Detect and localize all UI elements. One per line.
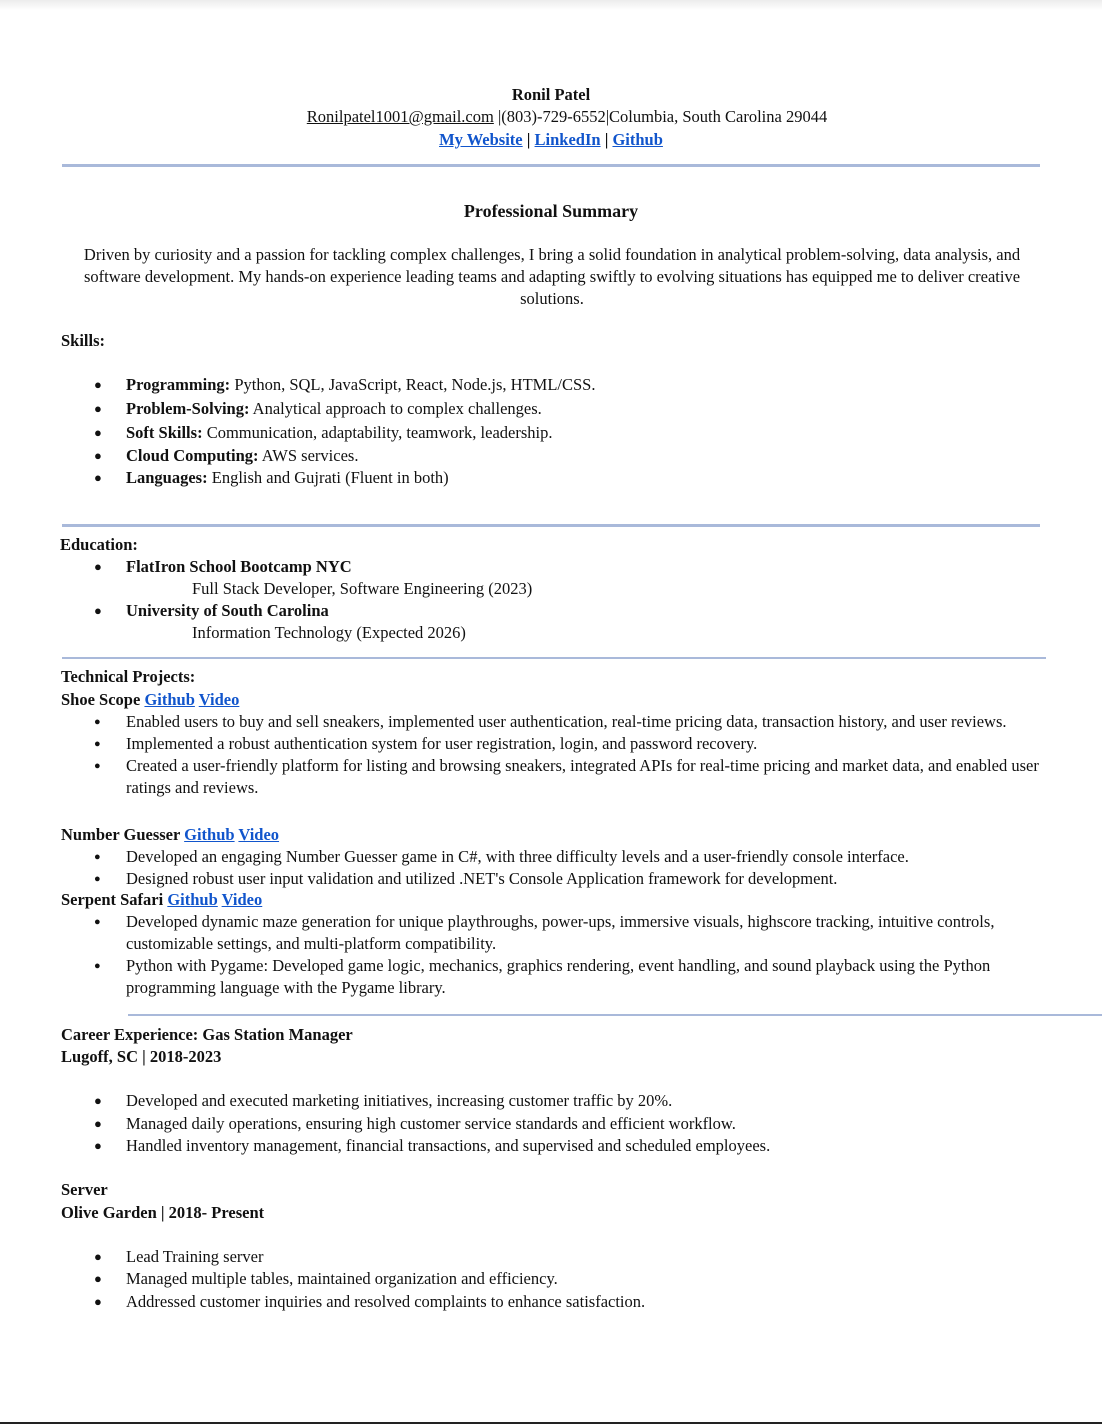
project-video-link[interactable]: Video [221,890,263,909]
server-bullets [0,1246,1046,1313]
list-item: ● Cloud Computing: AWS services. [0,445,1046,467]
contact-line [16,106,1102,128]
list-item: ● Designed robust user input validation and utilized .NET's Console Application framework for development. [0,868,1046,890]
education-heading: Education: [60,535,138,554]
server-meta: Olive Garden | 2018- Present [61,1203,265,1222]
list-item: ● Managed multiple tables, maintained organization and efficiency. [0,1268,1046,1290]
link-separator: | [522,130,535,149]
contact-details: |(803)-729-6552|Columbia, South Carolina 29044 [493,107,828,126]
school-name: FlatIron School Bootcamp NYC [126,557,352,576]
list-item [0,600,1046,644]
school-detail: Information Technology (Expected 2026) [192,623,466,642]
education-list [0,556,1046,644]
projects-heading: Technical Projects: [61,667,196,686]
list-item: ● Addressed customer inquiries and resolved complaints to enhance satisfaction. [0,1291,1046,1313]
career-bullets [0,1090,1046,1157]
github-link[interactable]: Github [612,130,663,149]
project-title-number-guesser: Number Guesser Github Video [61,825,280,844]
list-item: ● Languages: English and Gujrati (Fluent in both) [0,467,1046,489]
project-bullets [0,911,1046,999]
summary-text: Driven by curiosity and a passion for tackling complex challenges, I bring a solid foundation in analytical problem-solving, data analysis, and software development. My hands-on experience leading teams and adapting swiftly to evolving situations has equipped me to deliver creative solutions. [83,245,1021,308]
project-title-serpent-safari: Serpent Safari Github Video [61,890,263,909]
project-github-link[interactable]: Github [144,690,195,709]
profile-links [0,129,1102,151]
career-title: Career Experience: Gas Station Manager [61,1025,353,1044]
skills-list [0,374,1046,489]
list-item: ● Lead Training server [0,1246,1046,1268]
list-item: ● Created a user-friendly platform for listing and browsing sneakers, integrated APIs for real-time pricing and market data, and enabled user ratings and reviews. [0,755,1046,799]
section-divider [62,657,1046,659]
list-item [0,556,1046,600]
page-top-shadow [0,0,1102,10]
link-separator: | [600,130,613,149]
project-video-link[interactable]: Video [238,825,280,844]
project-github-link[interactable]: Github [184,825,235,844]
project-title-shoe-scope: Shoe Scope Github Video [61,690,240,709]
website-link[interactable]: My Website [439,130,523,149]
summary-title: Professional Summary [463,201,639,221]
project-github-link[interactable]: Github [167,890,218,909]
career-meta: Lugoff, SC | 2018-2023 [61,1047,222,1066]
list-item: ● Implemented a robust authentication system for user registration, login, and password recovery. [0,733,1046,755]
section-divider [62,164,1040,167]
list-item: ● Developed dynamic maze generation for unique playthroughs, power-ups, immersive visuals, highscore tracking, intuitive controls, customizable settings, and multi-platform compatibility. [0,911,1046,955]
list-item: ● Enabled users to buy and sell sneakers, implemented user authentication, real-time pricing data, transaction history, and user reviews. [0,711,1046,733]
list-item: ● Managed daily operations, ensuring high customer service standards and efficient workflow. [0,1113,1046,1135]
school-detail: Full Stack Developer, Software Engineering (2023) [192,579,533,598]
skills-heading: Skills: [61,331,106,350]
page-bottom-edge [0,1422,1102,1424]
list-item: ● Developed and executed marketing initiatives, increasing customer traffic by 20%. [0,1090,1046,1112]
project-video-link[interactable]: Video [198,690,240,709]
section-divider [128,1014,1102,1016]
list-item: ● Problem-Solving: Analytical approach to complex challenges. [0,398,1046,420]
list-item: ● Handled inventory management, financial transactions, and supervised and scheduled employees. [0,1135,1046,1157]
project-bullets [0,846,1046,890]
list-item: ● Programming: Python, SQL, JavaScript, React, Node.js, HTML/CSS. [0,374,1046,396]
list-item: ● Soft Skills: Communication, adaptability, teamwork, leadership. [0,422,1046,444]
school-name: University of South Carolina [126,601,329,620]
server-title: Server [61,1180,108,1199]
linkedin-link[interactable]: LinkedIn [534,130,601,149]
project-bullets [0,711,1046,799]
section-divider [62,524,1040,527]
list-item: ● Python with Pygame: Developed game logic, mechanics, graphics rendering, event handling, and sound playback using the Python programming language with the Pygame library. [0,955,1046,999]
list-item: ● Developed an engaging Number Guesser game in C#, with three difficulty levels and a user-friendly console interface. [0,846,1046,868]
candidate-name: Ronil Patel [511,85,591,104]
email-text[interactable]: Ronilpatel1001@gmail.com [306,107,494,126]
